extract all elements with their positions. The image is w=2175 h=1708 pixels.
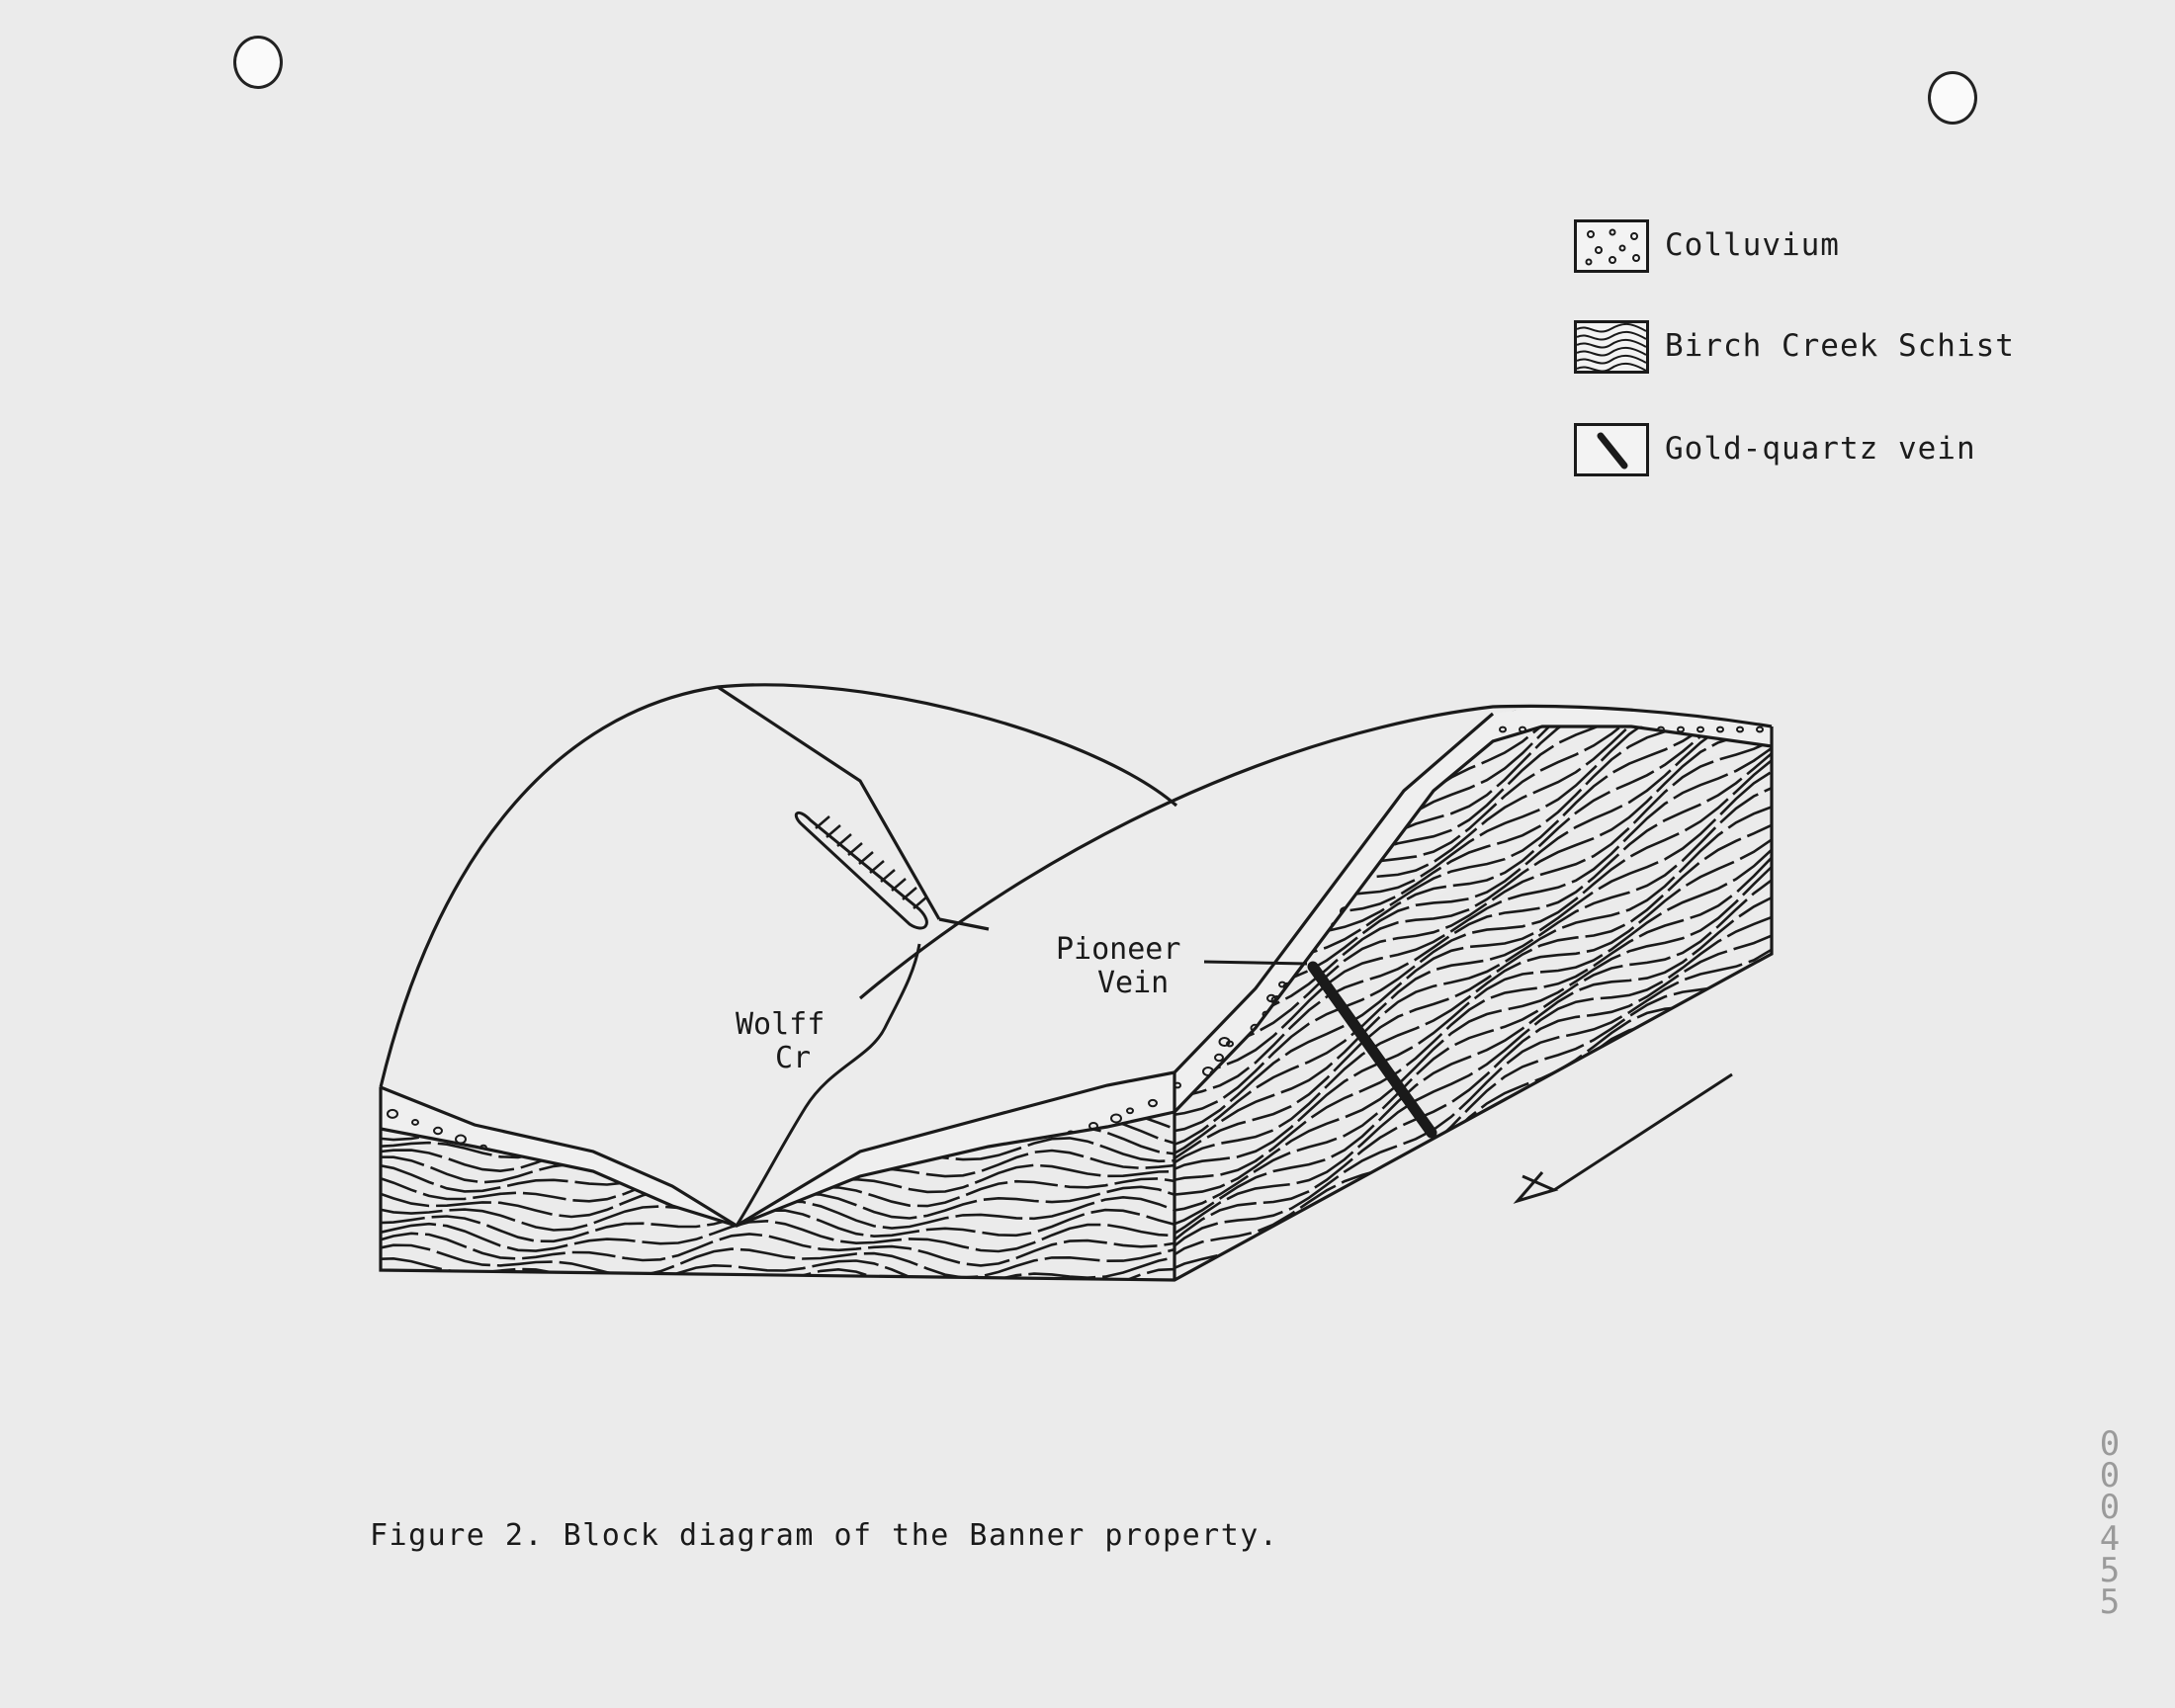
schist-line [376,1234,1176,1266]
colluvium-pebble [540,1170,546,1175]
colluvium-pebble [953,1168,961,1174]
legend-item-vein [1574,423,2088,486]
colluvium-pebble [826,1214,833,1220]
schist-line [1167,335,1772,690]
legend-label-vein: Gold-quartz vein [1665,431,1976,467]
figure-caption: Figure 2. Block diagram of the Banner property. [370,1518,1279,1553]
colluvium-pebble [894,1191,902,1197]
creek-label-line1: Wolff [736,1007,826,1042]
vein-label-line1: Pioneer [1056,932,1181,967]
colluvium-pebble [698,1229,706,1235]
legend-label-colluvium: Colluvium [1665,227,1840,263]
colluvium-pebble [847,1206,857,1214]
colluvium-pebble [975,1160,985,1168]
colluvium-pebble [652,1212,661,1220]
legend-item-schist [1574,320,2088,384]
legend-label-schist: Birch Creek Schist [1665,328,2015,364]
schist-pattern-icon [1574,320,1649,374]
schist-line [1167,256,1772,581]
schist-line [1167,350,1772,698]
schist-line [1167,239,1772,567]
page-number: 0 0 0 4 5 5 [2099,1424,2121,1622]
colluvium-pebble [931,1177,937,1182]
vein-pattern-icon [1574,423,1649,476]
colluvium-pebble [583,1186,593,1194]
schist-line [1167,369,1772,712]
pioneer-vein-line [1204,962,1307,964]
colluvium-pebble [872,1200,878,1205]
colluvium-pattern-icon [1574,219,1649,273]
schist-line [1167,362,1772,705]
colluvium-pebble [757,1237,765,1242]
legend-item-colluvium [1574,219,2088,283]
colluvium-pebble [779,1229,789,1237]
colluvium-pebble [804,1223,810,1228]
colluvium-pebble [1021,1146,1029,1152]
vein-label-line2: Vein [1097,966,1170,1000]
direction-arrow [1518,1074,1732,1201]
creek-label-line2: Cr [775,1041,812,1075]
